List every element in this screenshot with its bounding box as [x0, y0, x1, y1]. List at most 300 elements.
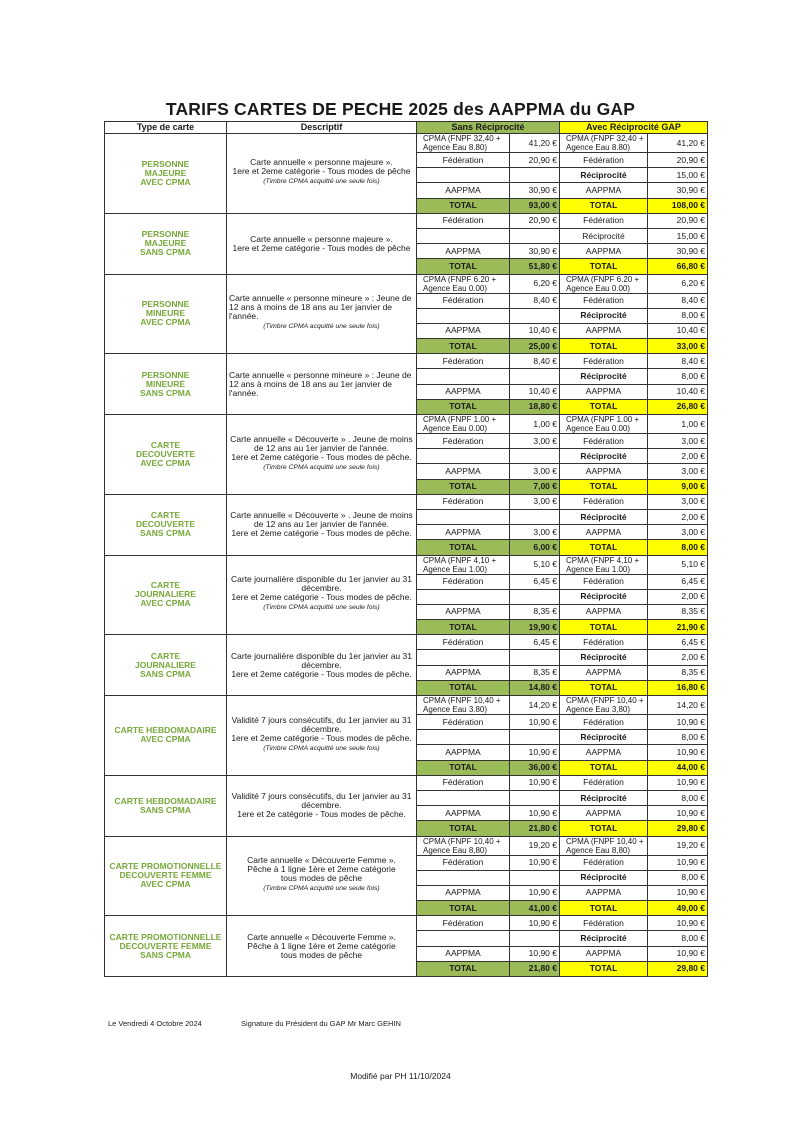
tariff-table	[104, 121, 708, 977]
sans-amount-cell: 8,40 €	[510, 354, 560, 369]
avec-label-cell: Fédération	[560, 434, 648, 449]
sans-amount-cell	[510, 931, 560, 946]
sans-label-cell: Fédération	[417, 293, 510, 308]
sans-label-cell: AAPPMA	[417, 665, 510, 680]
card-type-line: CARTE	[150, 580, 181, 591]
card-type-line: CARTE	[150, 650, 181, 661]
description-note: (Timbre CPMA acquitté une seule fois)	[263, 885, 380, 893]
avec-amount-cell: 14,20 €	[648, 696, 708, 715]
avec-label-cell: AAPPMA	[560, 323, 648, 338]
description-text: 1ere et 2eme catégorie - Tous modes de pêche.	[231, 451, 412, 462]
description-text: Carte annuelle « personne majeure ».	[250, 233, 393, 244]
sans-amount-cell: 10,90 €	[510, 946, 560, 961]
avec-label-cell: TOTAL	[560, 399, 648, 414]
description-cell	[227, 213, 417, 274]
sans-label-cell: TOTAL	[417, 961, 510, 976]
sans-label-cell: TOTAL	[417, 760, 510, 775]
sans-amount-cell: 20,90 €	[510, 153, 560, 168]
document-title: TARIFS CARTES DE PECHE 2025 des AAPPMA du GAP	[165, 99, 636, 119]
card-type-cell	[105, 555, 227, 635]
avec-label-cell: Fédération	[560, 855, 648, 870]
avec-label-cell: TOTAL	[560, 479, 648, 494]
avec-amount-cell: 5,10 €	[648, 555, 708, 574]
avec-label-cell: Réciprocité	[560, 790, 648, 805]
avec-label-cell: Réciprocité	[560, 931, 648, 946]
header-descriptif: Descriptif	[227, 122, 417, 134]
avec-label-cell: AAPPMA	[560, 745, 648, 760]
avec-label-cell: TOTAL	[560, 620, 648, 635]
sans-label-cell: Fédération	[417, 916, 510, 931]
description-note: (Timbre CPMA acquitté une seule fois)	[263, 323, 380, 331]
sans-label-cell	[417, 931, 510, 946]
sans-amount-cell: 3,00 €	[510, 525, 560, 540]
avec-amount-cell: 10,90 €	[648, 946, 708, 961]
sans-label-cell	[417, 168, 510, 183]
avec-label-cell: TOTAL	[560, 961, 648, 976]
sans-label-cell	[417, 650, 510, 665]
description-cell	[227, 775, 417, 836]
avec-amount-cell: 10,90 €	[648, 806, 708, 821]
avec-amount-cell: 21,90 €	[648, 620, 708, 635]
card-type-cell	[105, 274, 227, 354]
card-type-line: MINEURE	[145, 308, 186, 319]
card-type-line: DECOUVERTE FEMME	[119, 870, 212, 881]
description-text: Carte annuelle « Découverte Femme ».	[247, 931, 396, 942]
table-row	[105, 836, 708, 855]
sans-amount-cell: 14,20 €	[510, 696, 560, 715]
avec-amount-cell: 10,90 €	[648, 885, 708, 900]
table-row	[105, 916, 708, 931]
sans-label-cell: TOTAL	[417, 901, 510, 916]
sans-amount-cell: 10,90 €	[510, 916, 560, 931]
description-text: 1ere et 2e catégorie - Tous modes de pêche.	[237, 809, 406, 820]
avec-amount-cell: 49,00 €	[648, 901, 708, 916]
avec-label-cell: Réciprocité	[560, 449, 648, 464]
sans-label-cell: Fédération	[417, 635, 510, 650]
description-text: Carte annuelle « Découverte » . Jeune de moins de 12 ans au 1er janvier de l'année.	[230, 433, 413, 453]
avec-amount-cell: 10,40 €	[648, 323, 708, 338]
sans-label-cell: Fédération	[417, 354, 510, 369]
sans-amount-cell: 18,80 €	[510, 399, 560, 414]
avec-amount-cell: 41,20 €	[648, 134, 708, 153]
table-header-row	[105, 122, 708, 134]
avec-amount-cell: 6,45 €	[648, 574, 708, 589]
avec-amount-cell: 19,20 €	[648, 836, 708, 855]
sans-amount-cell: 30,90 €	[510, 183, 560, 198]
sans-label-cell: CPMA (FNPF 10,40 + Agence Eau 8,80)	[417, 836, 510, 855]
table-row	[105, 354, 708, 369]
sans-amount-cell	[510, 870, 560, 885]
description-text: Carte annuelle « Découverte » . Jeune de moins de 12 ans au 1er janvier de l'année.	[230, 510, 413, 530]
avec-label-cell: TOTAL	[560, 680, 648, 695]
avec-amount-cell: 8,40 €	[648, 354, 708, 369]
avec-amount-cell: 3,00 €	[648, 525, 708, 540]
sans-amount-cell: 93,00 €	[510, 198, 560, 213]
card-type-line: SANS CPMA	[139, 949, 191, 960]
sans-amount-cell: 6,20 €	[510, 274, 560, 293]
avec-amount-cell: 2,00 €	[648, 589, 708, 604]
avec-label-cell: Fédération	[560, 775, 648, 790]
sans-amount-cell: 25,00 €	[510, 339, 560, 354]
card-type-cell	[105, 134, 227, 214]
sans-amount-cell	[510, 449, 560, 464]
avec-label-cell: Fédération	[560, 213, 648, 228]
card-type-cell	[105, 916, 227, 977]
avec-label-cell: Fédération	[560, 715, 648, 730]
description-text: 1ere et 2eme catégorie - Tous modes de pêche	[232, 242, 411, 253]
sans-label-cell: AAPPMA	[417, 323, 510, 338]
card-type-cell	[105, 494, 227, 555]
avec-label-cell: Réciprocité	[560, 509, 648, 524]
avec-amount-cell: 66,80 €	[648, 259, 708, 274]
sans-amount-cell: 36,00 €	[510, 760, 560, 775]
description-text: Carte annuelle « personne mineure » : Jeune de 12 ans à moins de 18 ans au 1er janvier de l'année.	[229, 369, 412, 398]
sans-amount-cell: 3,00 €	[510, 434, 560, 449]
description-text: 1ere et 2eme catégorie - Tous modes de pêche.	[231, 732, 412, 743]
sans-amount-cell: 3,00 €	[510, 464, 560, 479]
sans-amount-cell: 21,80 €	[510, 821, 560, 836]
avec-amount-cell: 29,80 €	[648, 961, 708, 976]
card-type-line: PERSONNE	[141, 369, 190, 380]
card-type-line: PERSONNE	[141, 229, 190, 240]
card-type-line: CARTE	[150, 439, 181, 450]
sans-label-cell: Fédération	[417, 775, 510, 790]
avec-amount-cell: 6,45 €	[648, 635, 708, 650]
avec-amount-cell: 30,90 €	[648, 244, 708, 259]
avec-amount-cell: 10,90 €	[648, 855, 708, 870]
sans-amount-cell: 19,90 €	[510, 620, 560, 635]
avec-label-cell: Fédération	[560, 494, 648, 509]
sans-label-cell: CPMA (FNPF 32,40 + Agence Eau 8.80)	[417, 134, 510, 153]
table-row	[105, 555, 708, 574]
card-type-line: SANS CPMA	[139, 528, 191, 539]
sans-label-cell	[417, 449, 510, 464]
sans-amount-cell: 20,90 €	[510, 213, 560, 228]
description-text: Pêche à 1 ligne 1ère et 2eme catégorie	[247, 940, 396, 951]
description-cell	[227, 354, 417, 415]
footer-modified: Modifié par PH 11/10/2024	[350, 1071, 451, 1081]
card-type-cell	[105, 635, 227, 696]
sans-amount-cell	[510, 589, 560, 604]
header-avec-reciprocite: Avec Réciprocité GAP	[560, 122, 708, 134]
sans-amount-cell	[510, 650, 560, 665]
description-text: Carte annuelle « personne majeure ».	[250, 157, 393, 168]
card-type-cell	[105, 415, 227, 495]
card-type-line: CARTE PROMOTIONNELLE	[109, 861, 222, 872]
avec-label-cell: TOTAL	[560, 901, 648, 916]
card-type-cell	[105, 836, 227, 916]
description-text: tous modes de pêche	[280, 873, 363, 884]
sans-amount-cell: 19,20 €	[510, 836, 560, 855]
sans-label-cell: AAPPMA	[417, 525, 510, 540]
sans-amount-cell: 5,10 €	[510, 555, 560, 574]
avec-label-cell: AAPPMA	[560, 604, 648, 619]
sans-label-cell: TOTAL	[417, 620, 510, 635]
card-type-cell	[105, 696, 227, 776]
card-type-line: CARTE PROMOTIONNELLE	[109, 931, 222, 942]
avec-label-cell: CPMA (FNPF 32,40 + Agence Eau 8.80)	[560, 134, 648, 153]
description-text: Carte annuelle « personne mineure » : Jeune de 12 ans à moins de 18 ans au 1er janvier de l'année.	[229, 293, 412, 322]
avec-label-cell: AAPPMA	[560, 665, 648, 680]
card-type-line: DECOUVERTE	[135, 519, 196, 530]
card-type-line: AVEC CPMA	[140, 457, 191, 468]
sans-amount-cell: 10,40 €	[510, 323, 560, 338]
avec-amount-cell: 8,00 €	[648, 730, 708, 745]
sans-label-cell: TOTAL	[417, 198, 510, 213]
avec-amount-cell: 16,80 €	[648, 680, 708, 695]
header-sans-reciprocite: Sans Réciprocité	[417, 122, 560, 134]
sans-amount-cell: 10,90 €	[510, 775, 560, 790]
description-text: Carte annuelle « Découverte Femme ».	[247, 855, 396, 866]
description-text: 1ere et 2eme catégorie - Tous modes de pêche.	[231, 528, 412, 539]
avec-amount-cell: 10,90 €	[648, 775, 708, 790]
sans-amount-cell: 14,80 €	[510, 680, 560, 695]
avec-amount-cell: 2,00 €	[648, 650, 708, 665]
card-type-line: MINEURE	[145, 378, 186, 389]
avec-label-cell: Fédération	[560, 574, 648, 589]
avec-amount-cell: 29,80 €	[648, 821, 708, 836]
avec-label-cell: Fédération	[560, 293, 648, 308]
avec-amount-cell: 1,00 €	[648, 415, 708, 434]
description-text: 1ere et 2eme catégorie - Tous modes de pêche.	[231, 592, 412, 603]
card-type-line: SANS CPMA	[139, 804, 191, 815]
footer-date: Le Vendredi 4 Octobre 2024	[108, 1019, 202, 1028]
avec-amount-cell: 8,00 €	[648, 931, 708, 946]
avec-label-cell: TOTAL	[560, 821, 648, 836]
card-type-cell	[105, 213, 227, 274]
sans-label-cell: Fédération	[417, 434, 510, 449]
avec-label-cell: AAPPMA	[560, 946, 648, 961]
table-row	[105, 696, 708, 715]
avec-label-cell: TOTAL	[560, 198, 648, 213]
sans-label-cell	[417, 589, 510, 604]
sans-label-cell: AAPPMA	[417, 946, 510, 961]
avec-label-cell: AAPPMA	[560, 244, 648, 259]
avec-amount-cell: 20,90 €	[648, 213, 708, 228]
avec-amount-cell: 9,00 €	[648, 479, 708, 494]
description-cell	[227, 836, 417, 916]
sans-amount-cell	[510, 369, 560, 384]
avec-amount-cell: 10,90 €	[648, 715, 708, 730]
avec-label-cell: AAPPMA	[560, 525, 648, 540]
sans-amount-cell: 8,35 €	[510, 604, 560, 619]
description-cell	[227, 134, 417, 214]
sans-label-cell: TOTAL	[417, 821, 510, 836]
avec-label-cell: Réciprocité	[560, 369, 648, 384]
avec-amount-cell: 8,35 €	[648, 604, 708, 619]
description-text: Carte journalière disponible du 1er janvier au 31 décembre.	[231, 574, 412, 594]
avec-amount-cell: 10,90 €	[648, 916, 708, 931]
card-type-line: AVEC CPMA	[140, 879, 191, 890]
sans-label-cell: CPMA (FNPF 10,40 + Agence Eau 3.80)	[417, 696, 510, 715]
avec-amount-cell: 3,00 €	[648, 494, 708, 509]
avec-amount-cell: 8,00 €	[648, 870, 708, 885]
avec-label-cell: CPMA (FNPF 10,40 + Agence Eau 8,80)	[560, 836, 648, 855]
sans-label-cell	[417, 509, 510, 524]
table-row	[105, 775, 708, 790]
sans-label-cell: Fédération	[417, 153, 510, 168]
sans-label-cell: TOTAL	[417, 339, 510, 354]
sans-amount-cell: 51,80 €	[510, 259, 560, 274]
avec-label-cell: TOTAL	[560, 339, 648, 354]
sans-amount-cell	[510, 790, 560, 805]
sans-label-cell	[417, 308, 510, 323]
card-type-line: PERSONNE	[141, 158, 190, 169]
avec-amount-cell: 15,00 €	[648, 228, 708, 243]
table-body	[105, 134, 708, 977]
card-type-line: CARTE	[150, 510, 181, 521]
card-type-line: MAJEURE	[144, 238, 187, 249]
card-type-line: CARTE HEBDOMADAIRE	[114, 795, 217, 806]
sans-amount-cell	[510, 168, 560, 183]
sans-label-cell: AAPPMA	[417, 885, 510, 900]
description-text: 1ere et 2eme catégorie - Tous modes de pêche.	[231, 668, 412, 679]
card-type-line: DECOUVERTE FEMME	[119, 940, 212, 951]
sans-amount-cell	[510, 308, 560, 323]
table-row	[105, 213, 708, 228]
sans-label-cell	[417, 730, 510, 745]
sans-amount-cell: 30,90 €	[510, 244, 560, 259]
card-type-line: JOURNALIERE	[135, 659, 196, 670]
sans-label-cell: AAPPMA	[417, 384, 510, 399]
sans-amount-cell	[510, 509, 560, 524]
description-cell	[227, 494, 417, 555]
table-row	[105, 274, 708, 293]
sans-amount-cell: 8,40 €	[510, 293, 560, 308]
avec-amount-cell: 8,00 €	[648, 308, 708, 323]
avec-label-cell: TOTAL	[560, 259, 648, 274]
avec-label-cell: Fédération	[560, 153, 648, 168]
avec-label-cell: CPMA (FNPF 10,40 + Agence Eau 3,80)	[560, 696, 648, 715]
card-type-cell	[105, 354, 227, 415]
description-cell	[227, 696, 417, 776]
description-cell	[227, 555, 417, 635]
description-text: 1ere et 2eme catégorie - Tous modes de pêche	[232, 166, 411, 177]
sans-label-cell: TOTAL	[417, 540, 510, 555]
table-row	[105, 134, 708, 153]
avec-amount-cell: 26,80 €	[648, 399, 708, 414]
sans-label-cell: CPMA (FNPF 6.20 + Agence Eau 0.00)	[417, 274, 510, 293]
table-row	[105, 494, 708, 509]
sans-label-cell: TOTAL	[417, 680, 510, 695]
avec-label-cell: Réciprocité	[560, 589, 648, 604]
avec-amount-cell: 30,90 €	[648, 183, 708, 198]
card-type-line: CARTE HEBDOMADAIRE	[114, 725, 217, 736]
avec-amount-cell: 8,00 €	[648, 540, 708, 555]
description-note: (Timbre CPMA acquitté une seule fois)	[263, 604, 380, 612]
sans-amount-cell: 6,45 €	[510, 574, 560, 589]
description-note: (Timbre CPMA acquitté une seule fois)	[263, 744, 380, 752]
avec-amount-cell: 6,20 €	[648, 274, 708, 293]
avec-label-cell: AAPPMA	[560, 806, 648, 821]
avec-amount-cell: 15,00 €	[648, 168, 708, 183]
sans-label-cell: TOTAL	[417, 479, 510, 494]
avec-label-cell: Fédération	[560, 916, 648, 931]
sans-label-cell: Fédération	[417, 213, 510, 228]
avec-label-cell: TOTAL	[560, 760, 648, 775]
description-text: tous modes de pêche	[280, 949, 363, 960]
description-note: (Timbre CPMA acquitté une seule fois)	[263, 178, 380, 186]
avec-label-cell: TOTAL	[560, 540, 648, 555]
card-type-cell	[105, 775, 227, 836]
sans-amount-cell: 6,00 €	[510, 540, 560, 555]
sans-label-cell: TOTAL	[417, 399, 510, 414]
avec-amount-cell: 2,00 €	[648, 449, 708, 464]
card-type-line: AVEC CPMA	[140, 598, 191, 609]
sans-amount-cell: 10,90 €	[510, 855, 560, 870]
sans-amount-cell: 41,00 €	[510, 901, 560, 916]
sans-label-cell: AAPPMA	[417, 183, 510, 198]
description-text: Validité 7 jours consécutifs, du 1er janvier au 31 décembre.	[231, 791, 412, 811]
sans-label-cell: Fédération	[417, 574, 510, 589]
card-type-line: AVEC CPMA	[140, 176, 191, 187]
avec-label-cell: Fédération	[560, 354, 648, 369]
avec-amount-cell: 3,00 €	[648, 464, 708, 479]
card-type-line: AVEC CPMA	[140, 317, 191, 328]
description-cell	[227, 916, 417, 977]
sans-amount-cell: 10,90 €	[510, 745, 560, 760]
header-type: Type de carte	[105, 122, 227, 134]
avec-label-cell: AAPPMA	[560, 183, 648, 198]
avec-amount-cell: 44,00 €	[648, 760, 708, 775]
avec-amount-cell: 8,35 €	[648, 665, 708, 680]
sans-amount-cell	[510, 730, 560, 745]
avec-label-cell: Réciprocité	[560, 168, 648, 183]
sans-amount-cell: 3,00 €	[510, 494, 560, 509]
sans-label-cell: Fédération	[417, 494, 510, 509]
description-cell	[227, 274, 417, 354]
avec-label-cell: Fédération	[560, 635, 648, 650]
avec-amount-cell: 108,00 €	[648, 198, 708, 213]
sans-amount-cell: 10,90 €	[510, 806, 560, 821]
card-type-line: DECOUVERTE	[135, 448, 196, 459]
description-note: (Timbre CPMA acquitté une seule fois)	[263, 463, 380, 471]
avec-label-cell: Réciprocité	[560, 730, 648, 745]
sans-label-cell: Fédération	[417, 715, 510, 730]
table-row	[105, 415, 708, 434]
sans-label-cell: AAPPMA	[417, 745, 510, 760]
avec-label-cell: CPMA (FNPF 1.00 + Agence Eau 0.00)	[560, 415, 648, 434]
avec-label-cell: CPMA (FNPF 6.20 + Agence Eau 0.00)	[560, 274, 648, 293]
sans-label-cell	[417, 870, 510, 885]
sans-amount-cell: 7,00 €	[510, 479, 560, 494]
sans-amount-cell: 10,40 €	[510, 384, 560, 399]
footer-signature: Signature du Président du GAP Mr Marc GEHIN	[241, 1019, 401, 1028]
sans-amount-cell: 6,45 €	[510, 635, 560, 650]
card-type-line: SANS CPMA	[139, 387, 191, 398]
card-type-line: SANS CPMA	[139, 668, 191, 679]
card-type-line: AVEC CPMA	[140, 734, 191, 745]
avec-amount-cell: 3,00 €	[648, 434, 708, 449]
sans-amount-cell: 21,80 €	[510, 961, 560, 976]
avec-label-cell: CPMA (FNPF 4,10 + Agence Eau 1.00)	[560, 555, 648, 574]
table-row	[105, 635, 708, 650]
sans-amount-cell: 10,90 €	[510, 885, 560, 900]
sans-label-cell: CPMA (FNPF 1.00 + Agence Eau 0.00)	[417, 415, 510, 434]
sans-label-cell: AAPPMA	[417, 604, 510, 619]
avec-amount-cell: 8,00 €	[648, 369, 708, 384]
sans-amount-cell: 8,35 €	[510, 665, 560, 680]
card-type-line: PERSONNE	[141, 299, 190, 310]
description-text: Pêche à 1 ligne 1ère et 2eme catégorie	[247, 864, 396, 875]
avec-amount-cell: 8,00 €	[648, 790, 708, 805]
sans-label-cell: Fédération	[417, 855, 510, 870]
sans-label-cell: CPMA (FNPF 4,10 + Agence Eau 1.00)	[417, 555, 510, 574]
sans-label-cell	[417, 369, 510, 384]
sans-label-cell: AAPPMA	[417, 244, 510, 259]
avec-amount-cell: 10,40 €	[648, 384, 708, 399]
avec-label-cell: Réciprocité	[560, 870, 648, 885]
